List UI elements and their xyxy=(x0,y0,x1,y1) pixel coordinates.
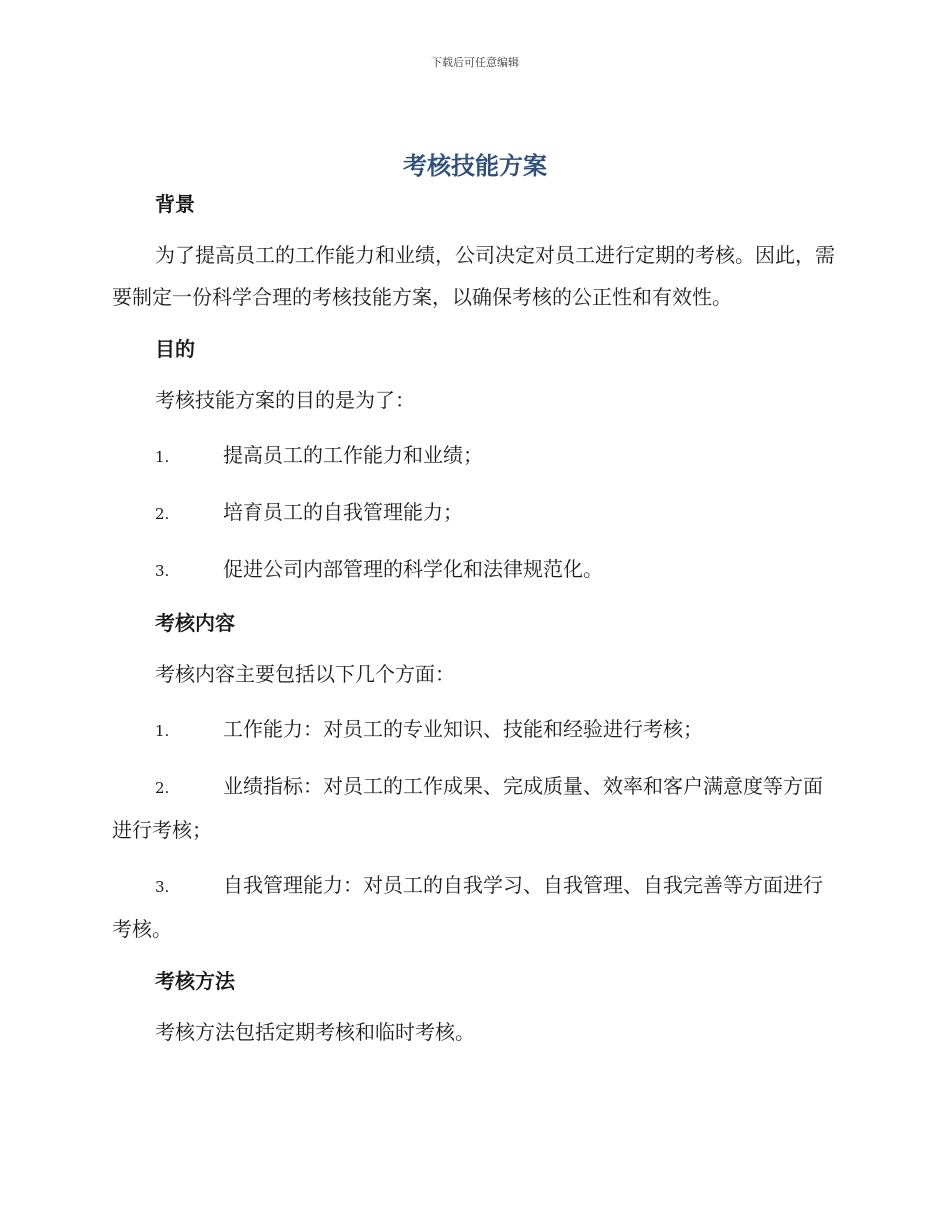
list-item-text: 工作能力：对员工的专业知识、技能和经验进行考核； xyxy=(223,717,703,741)
list-item-text: 提高员工的工作能力和业绩； xyxy=(223,443,483,467)
list-item xyxy=(112,765,838,851)
document-body xyxy=(112,186,838,1053)
purpose-intro: 考核技能方案的目的是为了： xyxy=(155,388,415,412)
content-intro: 考核内容主要包括以下几个方面： xyxy=(155,662,455,686)
section-heading-method: 考核方法 xyxy=(155,969,235,993)
list-number: 3. xyxy=(155,878,170,896)
list-item-text: 培育员工的自我管理能力； xyxy=(223,500,463,524)
method-intro: 考核方法包括定期考核和临时考核。 xyxy=(155,1020,475,1044)
list-item-text: 业绩指标：对员工的工作成果、完成质量、效率和客户满意度等方面进行考核； xyxy=(112,774,823,842)
document-title: 考核技能方案 xyxy=(403,152,547,180)
list-number: 1. xyxy=(155,722,170,740)
list-number: 1. xyxy=(155,448,170,466)
list-number: 3. xyxy=(155,562,170,580)
section-heading-purpose: 目的 xyxy=(155,337,195,361)
list-item xyxy=(112,708,838,752)
list-number: 2. xyxy=(155,505,170,523)
list-item xyxy=(112,864,838,950)
list-item-text: 自我管理能力：对员工的自我学习、自我管理、自我完善等方面进行考核。 xyxy=(112,873,823,941)
background-paragraph: 为了提高员工的工作能力和业绩，公司决定对员工进行定期的考核。因此，需要制定一份科学合理的考核技能方案，以确保考核的公正性和有效性。 xyxy=(112,243,835,309)
list-number: 2. xyxy=(155,779,170,797)
list-item xyxy=(112,434,838,478)
header-note: 下载后可任意编辑 xyxy=(431,56,519,69)
list-item xyxy=(112,548,838,592)
list-item-text: 促进公司内部管理的科学化和法律规范化。 xyxy=(223,557,603,581)
section-heading-content: 考核内容 xyxy=(155,611,235,635)
list-item xyxy=(112,491,838,535)
section-heading-background: 背景 xyxy=(155,192,195,216)
